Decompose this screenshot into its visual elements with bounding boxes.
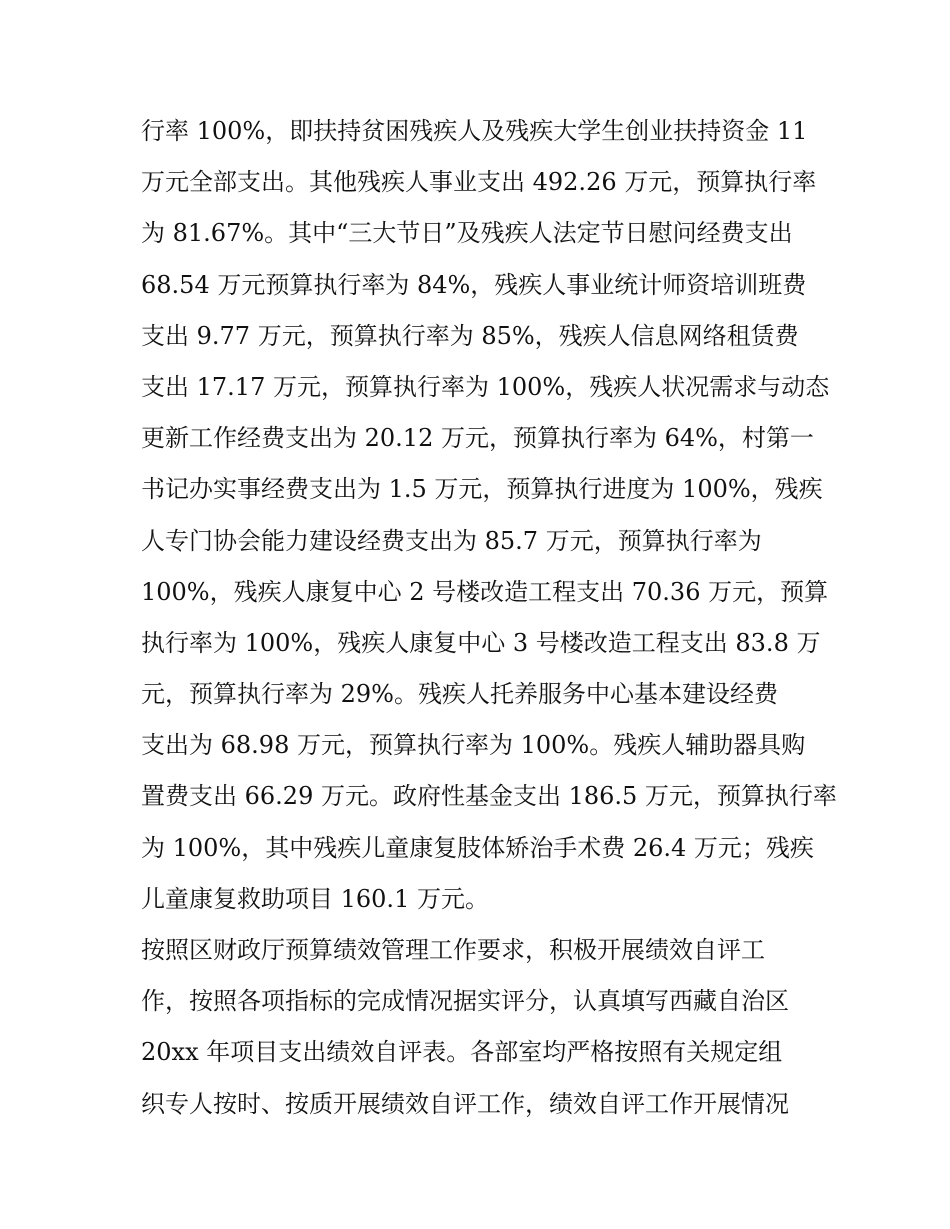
paragraph-budget-execution — [141, 106, 837, 925]
text-line: 为 100%，其中残疾儿童康复肢体矫治手术费 26.4 万元；残疾 — [141, 833, 814, 862]
text-line: 68.54 万元预算执行率为 84%，残疾人事业统计师资培训班费 — [141, 270, 807, 299]
text-line: 儿童康复救助项目 160.1 万元。 — [141, 884, 489, 913]
text-line: 行率 100%，即扶持贫困残疾人及残疾大学生创业扶持资金 11 — [141, 117, 808, 145]
document-body — [141, 106, 837, 1130]
text-line: 置费支出 66.29 万元。政府性基金支出 186.5 万元，预算执行率 — [141, 782, 837, 811]
text-line: 100%，残疾人康复中心 2 号楼改造工程支出 70.36 万元，预算 — [141, 577, 829, 606]
text-line: 20xx 年项目支出绩效自评表。各部室均严格按照有关规定组 — [141, 1038, 783, 1067]
text-line: 织专人按时、按质开展绩效自评工作，绩效自评工作开展情况 — [141, 1089, 789, 1118]
text-line: 作，按照各项指标的完成情况据实评分，认真填写西藏自治区 — [141, 987, 789, 1016]
paragraph-performance-evaluation — [141, 925, 821, 1130]
text-line: 为 81.67%。其中“三大节日”及残疾人法定节日慰问经费支出 — [141, 219, 793, 248]
text-line: 支出 9.77 万元，预算执行率为 85%，残疾人信息网络租赁费 — [141, 321, 799, 350]
text-line: 执行率为 100%，残疾人康复中心 3 号楼改造工程支出 83.8 万 — [141, 628, 821, 657]
text-line: 按照区财政厅预算绩效管理工作要求，积极开展绩效自评工 — [141, 936, 765, 964]
text-line: 人专门协会能力建设经费支出为 85.7 万元，预算执行率为 — [141, 526, 762, 555]
text-line: 元，预算执行率为 29%。残疾人托养服务中心基本建设经费 — [141, 680, 778, 709]
text-line: 支出 17.17 万元，预算执行率为 100%，残疾人状况需求与动态 — [141, 372, 830, 401]
text-line: 支出为 68.98 万元，预算执行率为 100%。残疾人辅助器具购 — [141, 731, 806, 760]
text-line: 更新工作经费支出为 20.12 万元，预算执行率为 64%，村第一 — [141, 424, 814, 453]
text-line: 万元全部支出。其他残疾人事业支出 492.26 万元，预算执行率 — [141, 168, 817, 197]
text-line: 书记办实事经费支出为 1.5 万元，预算执行进度为 100%，残疾 — [141, 475, 823, 504]
